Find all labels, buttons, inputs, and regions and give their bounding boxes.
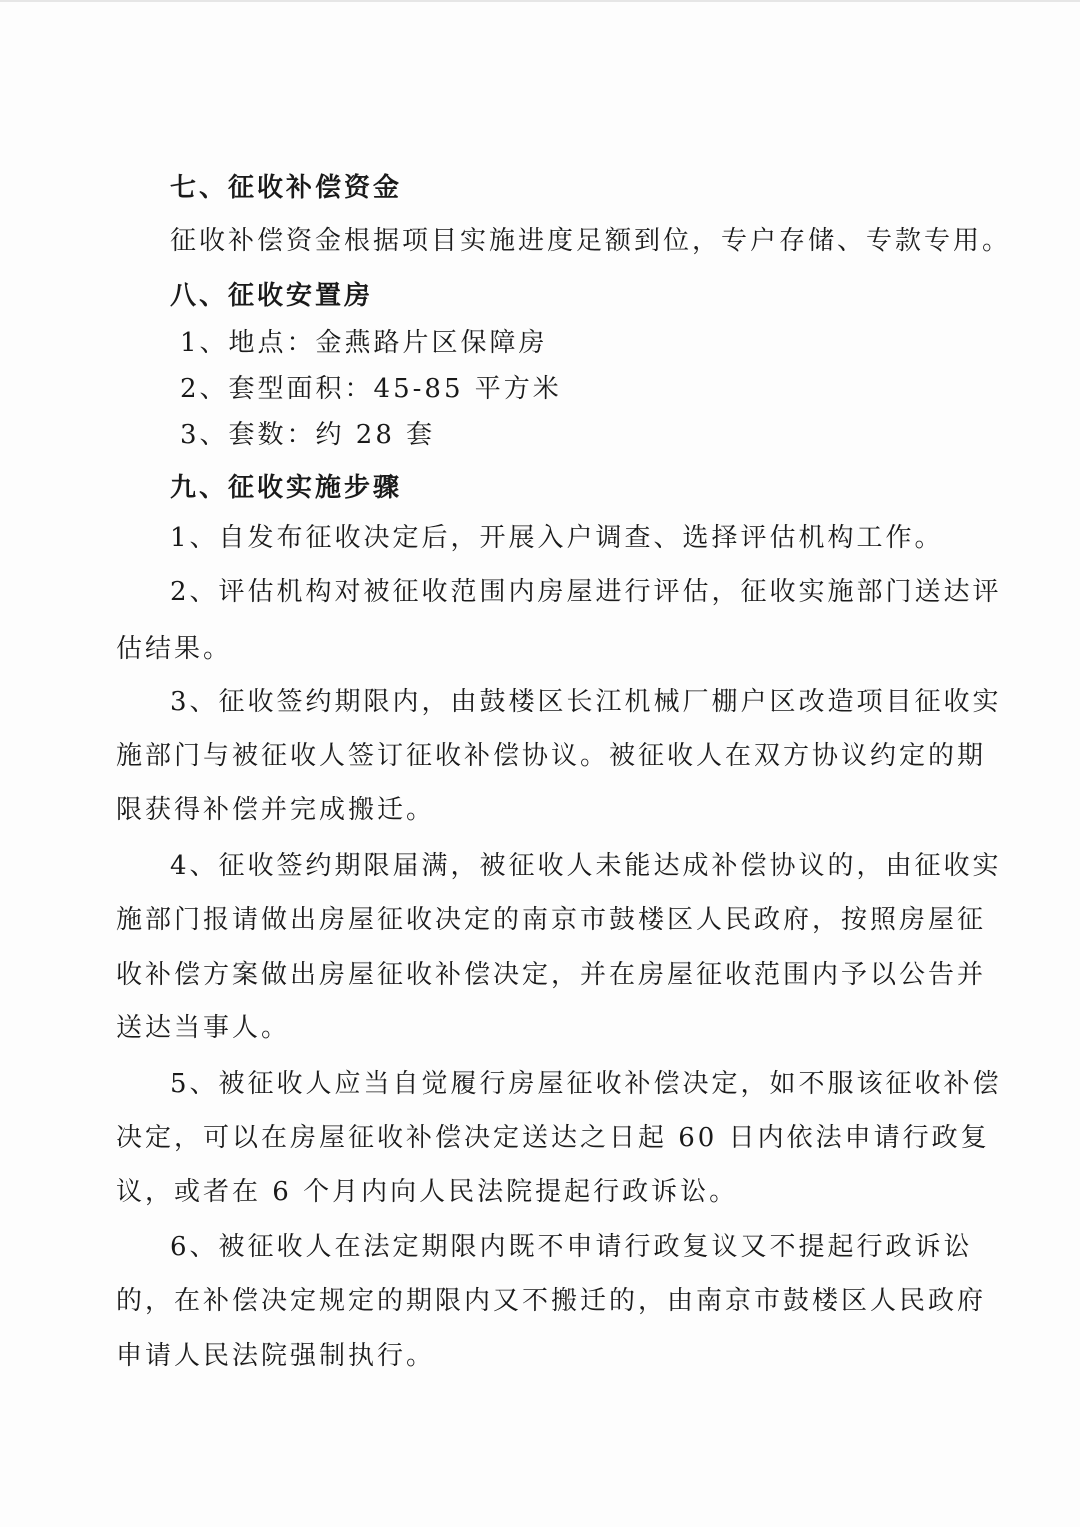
section-7-text: 征收补偿资金根据项目实施进度足额到位，专户存储、专款专用。 (170, 226, 1012, 256)
step-6-line-3: 申请人民法院强制执行。 (116, 1341, 436, 1371)
step-4-line-2: 施部门报请做出房屋征收决定的南京市鼓楼区人民政府，按照房屋征 (116, 905, 987, 935)
step-1-line-1: 1、自发布征收决定后，开展入户调查、选择评估机构工作。 (170, 523, 944, 553)
section-9-heading: 九、征收实施步骤 (170, 473, 403, 503)
step-4-line-3: 收补偿方案做出房屋征收补偿决定，并在房屋征收范围内予以公告并 (116, 960, 987, 990)
step-3-line-3: 限获得补偿并完成搬迁。 (116, 795, 436, 825)
page-edge (0, 0, 1080, 2)
step-3-line-1: 3、征收签约期限内，由鼓楼区长江机械厂棚户区改造项目征收实 (170, 687, 1002, 717)
section-7-heading: 七、征收补偿资金 (170, 173, 403, 203)
step-6-line-2: 的，在补偿决定规定的期限内又不搬迁的，由南京市鼓楼区人民政府 (116, 1286, 987, 1316)
section-8-heading: 八、征收安置房 (170, 281, 374, 311)
step-2-line-2: 估结果。 (116, 634, 233, 664)
section-8-item-1: 1、地点：金燕路片区保障房 (180, 328, 548, 358)
step-5-line-3: 议，或者在 6 个月内向人民法院提起行政诉讼。 (116, 1177, 739, 1207)
step-5-line-2: 决定，可以在房屋征收补偿决定送达之日起 60 日内依法申请行政复 (116, 1123, 990, 1153)
section-8-item-3: 3、套数：约 28 套 (180, 420, 436, 450)
step-2-line-1: 2、评估机构对被征收范围内房屋进行评估，征收实施部门送达评 (170, 577, 1002, 607)
section-8-item-2: 2、套型面积：45-85 平方米 (180, 374, 562, 404)
step-3-line-2: 施部门与被征收人签订征收补偿协议。被征收人在双方协议约定的期 (116, 741, 987, 771)
step-6-line-1: 6、被征收人在法定期限内既不申请行政复议又不提起行政诉讼 (170, 1232, 973, 1262)
step-4-line-4: 送达当事人。 (116, 1013, 291, 1043)
step-4-line-1: 4、征收签约期限届满，被征收人未能达成补偿协议的，由征收实 (170, 851, 1002, 881)
step-5-line-1: 5、被征收人应当自觉履行房屋征收补偿决定，如不服该征收补偿 (170, 1069, 1002, 1099)
